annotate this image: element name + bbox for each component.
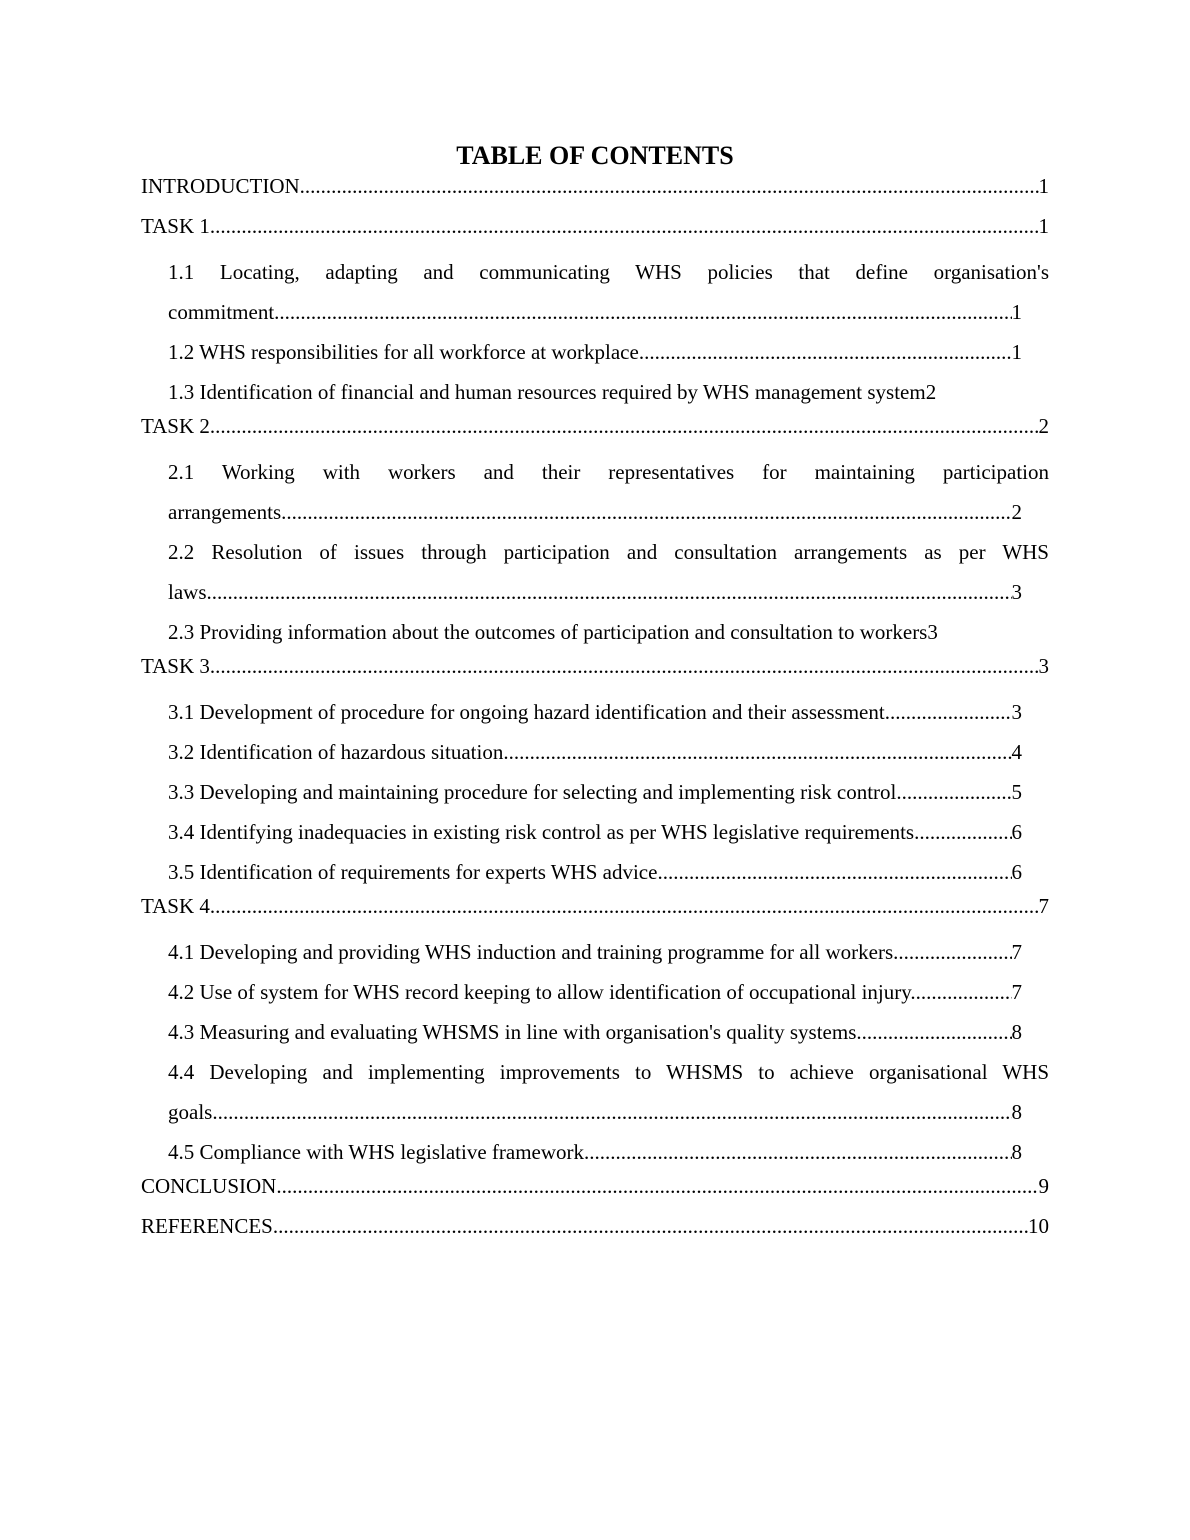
toc-page-number: 7 (1038, 894, 1049, 918)
toc-entry-label: 1.3 Identification of financial and human resources required by WHS management system (168, 380, 926, 404)
toc-entry-label: INTRODUCTION (141, 174, 300, 198)
toc-page-number: 3 (927, 620, 938, 644)
toc-entry-3-5[interactable] (141, 852, 1049, 892)
toc-page-number: 6 (1011, 820, 1022, 844)
toc-entry-label: 4.1 Developing and providing WHS induction and training programme for all workers (168, 940, 894, 964)
toc-entry-1-3[interactable] (141, 372, 1049, 412)
toc-entry-label: 3.2 Identification of hazardous situation (168, 740, 504, 764)
toc-entry-label: TASK 4 (141, 894, 210, 918)
toc-page-number: 3 (1011, 700, 1022, 724)
toc-leader-dots (300, 172, 1039, 200)
toc-entry-label: 4.2 Use of system for WHS record keeping to allow identification of occupational injury. (168, 980, 916, 1004)
toc-entry-3-4[interactable] (141, 812, 1049, 852)
toc-leader-dots (919, 812, 1011, 852)
toc-page-number: 3 (1038, 654, 1049, 678)
toc-page-number: 2 (1038, 414, 1049, 438)
toc-leader-dots (281, 492, 1011, 532)
toc-page-number: 4 (1011, 740, 1022, 764)
toc-leader-dots (276, 1172, 1038, 1200)
toc-leader-dots (856, 1012, 1011, 1052)
toc-leader-dots (503, 732, 1011, 772)
toc-entry-first-line: 2.1 Working with workers and their representatives for maintaining participation (168, 460, 1049, 484)
toc-leader-dots (273, 1212, 1028, 1240)
toc-entry-label: laws (168, 580, 207, 604)
toc-entry-label: arrangements (168, 500, 282, 524)
toc-entry-label: 1.2 WHS responsibilities for all workforce at workplace (168, 340, 639, 364)
toc-entry-first-line: 1.1 Locating, adapting and communicating WHS policies that define organisation's (168, 260, 1049, 284)
toc-entry-label: TASK 1 (141, 214, 210, 238)
toc-entry-label: 4.3 Measuring and evaluating WHSMS in line with organisation's quality systems (168, 1020, 857, 1044)
toc-page-number: 2 (1011, 500, 1022, 524)
toc-entry-label: 3.3 Developing and maintaining procedure for selecting and implementing risk control. (168, 780, 902, 804)
toc-page-number: 3 (1011, 580, 1022, 604)
toc-page-number: 2 (925, 380, 937, 404)
toc-title: TABLE OF CONTENTS (456, 141, 734, 170)
toc-entry-label: TASK 2 (141, 414, 210, 438)
toc-page-number: 9 (1038, 1174, 1049, 1198)
toc-entry-label: 3.1 Development of procedure for ongoing hazard identification and their assessment (168, 700, 885, 724)
toc-entry-2-3[interactable] (141, 612, 1049, 652)
toc-page-number: 7 (1011, 980, 1022, 1004)
toc-leader-dots (274, 292, 1011, 332)
document-page (141, 140, 1049, 1252)
toc-entry-second-line (168, 492, 1049, 532)
toc-entry-4-4[interactable] (141, 1052, 1049, 1132)
toc-entry-label: 3.5 Identification of requirements for experts WHS advice (168, 860, 658, 884)
toc-entry-first-line: 4.4 Developing and implementing improvements to WHSMS to achieve organisational WHS (168, 1060, 1049, 1084)
toc-entry-task-4[interactable] (141, 892, 1049, 920)
toc-entry-label: TASK 3 (141, 654, 210, 678)
toc-leader-dots (916, 972, 1012, 1012)
toc-leader-dots (885, 692, 1012, 732)
toc-entry-1-1[interactable] (141, 252, 1049, 332)
toc-entry-label: CONCLUSION (141, 1174, 277, 1198)
toc-entry-references[interactable] (141, 1212, 1049, 1240)
toc-page-number: 5 (1011, 780, 1022, 804)
toc-leader-dots (639, 332, 1012, 372)
toc-entry-3-3[interactable] (141, 772, 1049, 812)
toc-entry-4-3[interactable] (141, 1012, 1049, 1052)
toc-entry-label: goals (168, 1100, 213, 1124)
toc-entry-4-2[interactable] (141, 972, 1049, 1012)
toc-entry-introduction[interactable] (141, 172, 1049, 200)
toc-entry-second-line (168, 292, 1049, 332)
toc-entry-task-2[interactable] (141, 412, 1049, 440)
toc-entry-conclusion[interactable] (141, 1172, 1049, 1200)
toc-leader-dots (210, 412, 1039, 440)
toc-page-number: 1 (1011, 340, 1022, 364)
toc-leader-dots (657, 852, 1011, 892)
toc-leader-dots (207, 572, 1012, 612)
toc-entry-second-line (168, 572, 1049, 612)
toc-page-number: 1 (1038, 214, 1049, 238)
toc-page-number: 7 (1011, 940, 1022, 964)
toc-entry-label: commitment (168, 300, 275, 324)
toc-entry-3-2[interactable] (141, 732, 1049, 772)
toc-entry-second-line (168, 1092, 1049, 1132)
toc-entry-2-2[interactable] (141, 532, 1049, 612)
toc-entry-2-1[interactable] (141, 452, 1049, 532)
toc-entry-4-1[interactable] (141, 932, 1049, 972)
toc-leader-dots (210, 212, 1039, 240)
toc-page-number: 8 (1011, 1100, 1022, 1124)
toc-entry-task-3[interactable] (141, 652, 1049, 680)
toc-entry-label: 4.5 Compliance with WHS legislative framework (168, 1140, 585, 1164)
toc-page-number: 1 (1038, 174, 1049, 198)
toc-page-number: 8 (1011, 1140, 1022, 1164)
toc-page-number: 1 (1011, 300, 1022, 324)
toc-entry-4-5[interactable] (141, 1132, 1049, 1172)
toc-page-number: 6 (1011, 860, 1022, 884)
toc-entry-1-2[interactable] (141, 332, 1049, 372)
toc-list (141, 172, 1049, 1240)
toc-leader-dots (212, 1092, 1011, 1132)
toc-entry-label: REFERENCES (141, 1214, 273, 1238)
toc-entry-label: 2.3 Providing information about the outcomes of participation and consultation to workers (168, 620, 928, 644)
toc-page-number: 10 (1028, 1214, 1049, 1238)
toc-leader-dots (584, 1132, 1011, 1172)
toc-entry-task-1[interactable] (141, 212, 1049, 240)
toc-entry-first-line: 2.2 Resolution of issues through participation and consultation arrangements as per WHS (168, 540, 1049, 564)
toc-leader-dots (210, 652, 1039, 680)
toc-leader-dots (902, 772, 1012, 812)
toc-leader-dots (210, 892, 1039, 920)
toc-entry-label: 3.4 Identifying inadequacies in existing risk control as per WHS legislative requirements. (168, 820, 920, 844)
toc-page-number: 8 (1011, 1020, 1022, 1044)
toc-entry-3-1[interactable] (141, 692, 1049, 732)
toc-leader-dots (893, 932, 1011, 972)
